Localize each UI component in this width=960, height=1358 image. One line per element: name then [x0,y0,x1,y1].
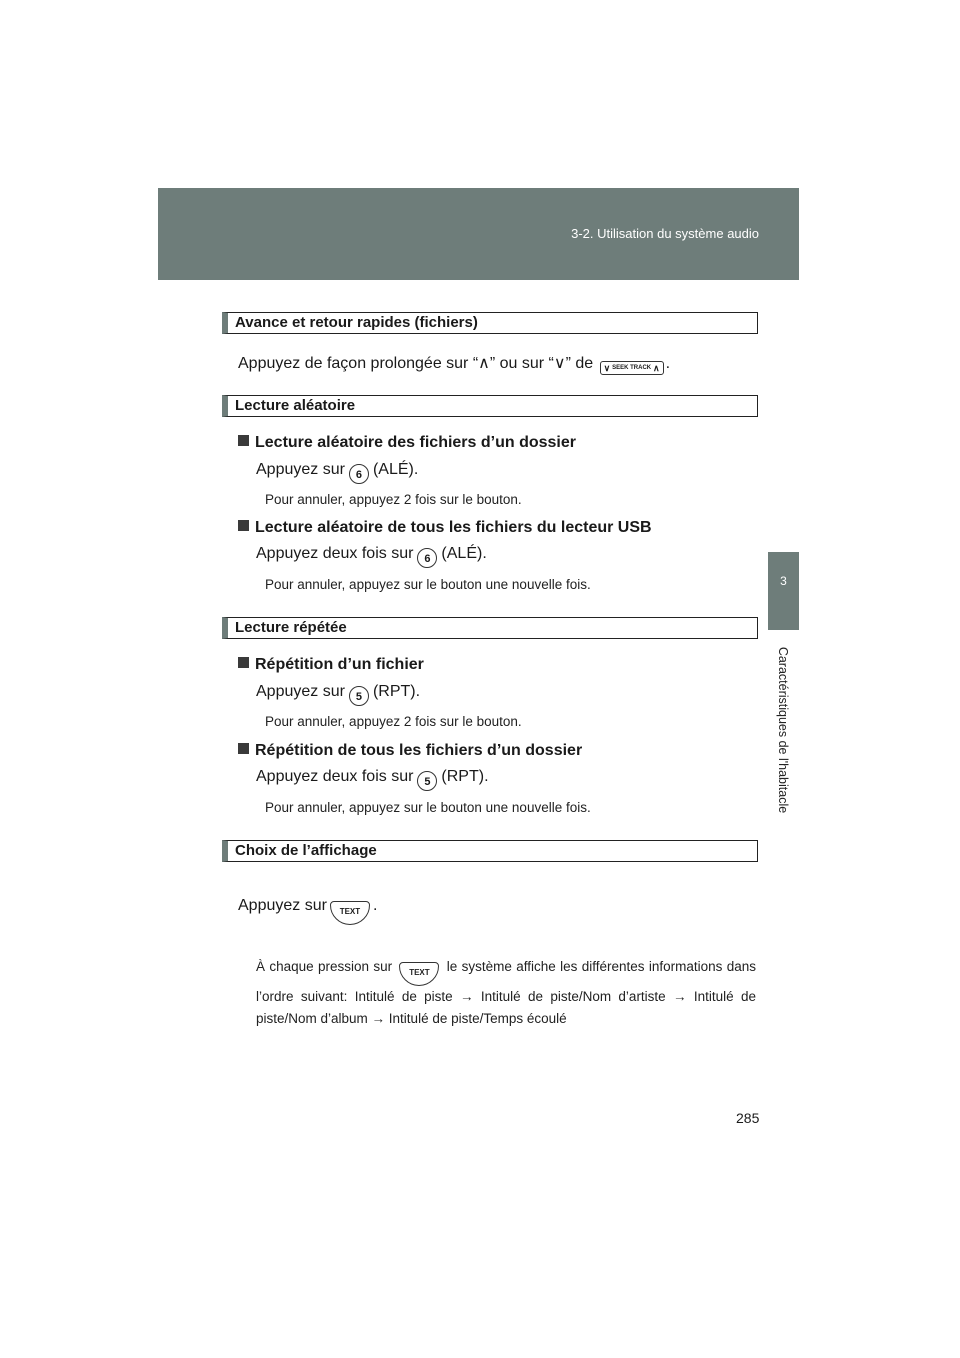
seek-track-button-icon: ∨ SEEK TRACK ∧ [600,361,664,375]
sub-repeat-file: Répétition d’un fichier [238,656,424,674]
repeat-file-instruction: Appuyez sur 5 (RPT). [256,683,420,706]
repeat-file-note: Pour annuler, appuyez 2 fois sur le bouton. [265,714,522,729]
button-6-icon: 6 [349,464,369,484]
bullet-square-icon [238,743,249,754]
instruction-end: . [665,355,671,372]
heading-fast-forward: Avance et retour rapides (fichiers) [222,312,758,334]
button-5-icon: 5 [417,771,437,791]
heading-repeat: Lecture répétée [222,617,758,639]
bullet-square-icon [238,520,249,531]
random-folder-note: Pour annuler, appuyez 2 fois sur le bouton. [265,492,522,507]
heading-display: Choix de l’affichage [222,840,758,862]
chapter-number: 3 [780,574,787,588]
fast-forward-instruction [238,353,670,375]
random-folder-instruction: Appuyez sur 6 (ALÉ). [256,461,418,484]
chapter-tab [768,552,799,630]
random-usb-note: Pour annuler, appuyez sur le bouton une nouvelle fois. [265,577,591,592]
chapter-side-label [770,630,796,830]
sub-repeat-folder: Répétition de tous les fichiers d’un dossier [238,742,582,760]
button-6-icon: 6 [417,548,437,568]
section-header: 3-2. Utilisation du système audio [571,226,759,241]
repeat-folder-note: Pour annuler, appuyez sur le bouton une nouvelle fois. [265,800,591,815]
header-band [158,188,799,280]
bullet-square-icon [238,657,249,668]
chapter-title: Caractéristiques de l'habitacle [776,646,790,814]
instruction-text: Appuyez de façon prolongée sur “∧” ou sur “∨” de [238,355,594,372]
display-paragraph: À chaque pression sur TEXT le système affiche les différentes informations dans l’ordre suivant: Intitulé de piste → Intitulé de piste/Nom d’artiste → Intitulé de piste/Nom d’album → Intitulé de piste/Temps écoulé [256,959,756,1026]
sub-random-usb: Lecture aléatoire de tous les fichiers du lecteur USB [238,519,652,537]
heading-random: Lecture aléatoire [222,395,758,417]
display-instruction: Appuyez sur TEXT . [238,897,377,925]
bullet-square-icon [238,435,249,446]
button-5-icon: 5 [349,686,369,706]
random-usb-instruction: Appuyez deux fois sur 6 (ALÉ). [256,545,487,568]
text-button-icon: TEXT [399,962,439,986]
repeat-folder-instruction: Appuyez deux fois sur 5 (RPT). [256,768,489,791]
sub-random-folder: Lecture aléatoire des fichiers d’un dossier [238,434,576,452]
text-button-icon: TEXT [330,901,370,925]
page-number: 285 [736,1110,760,1126]
